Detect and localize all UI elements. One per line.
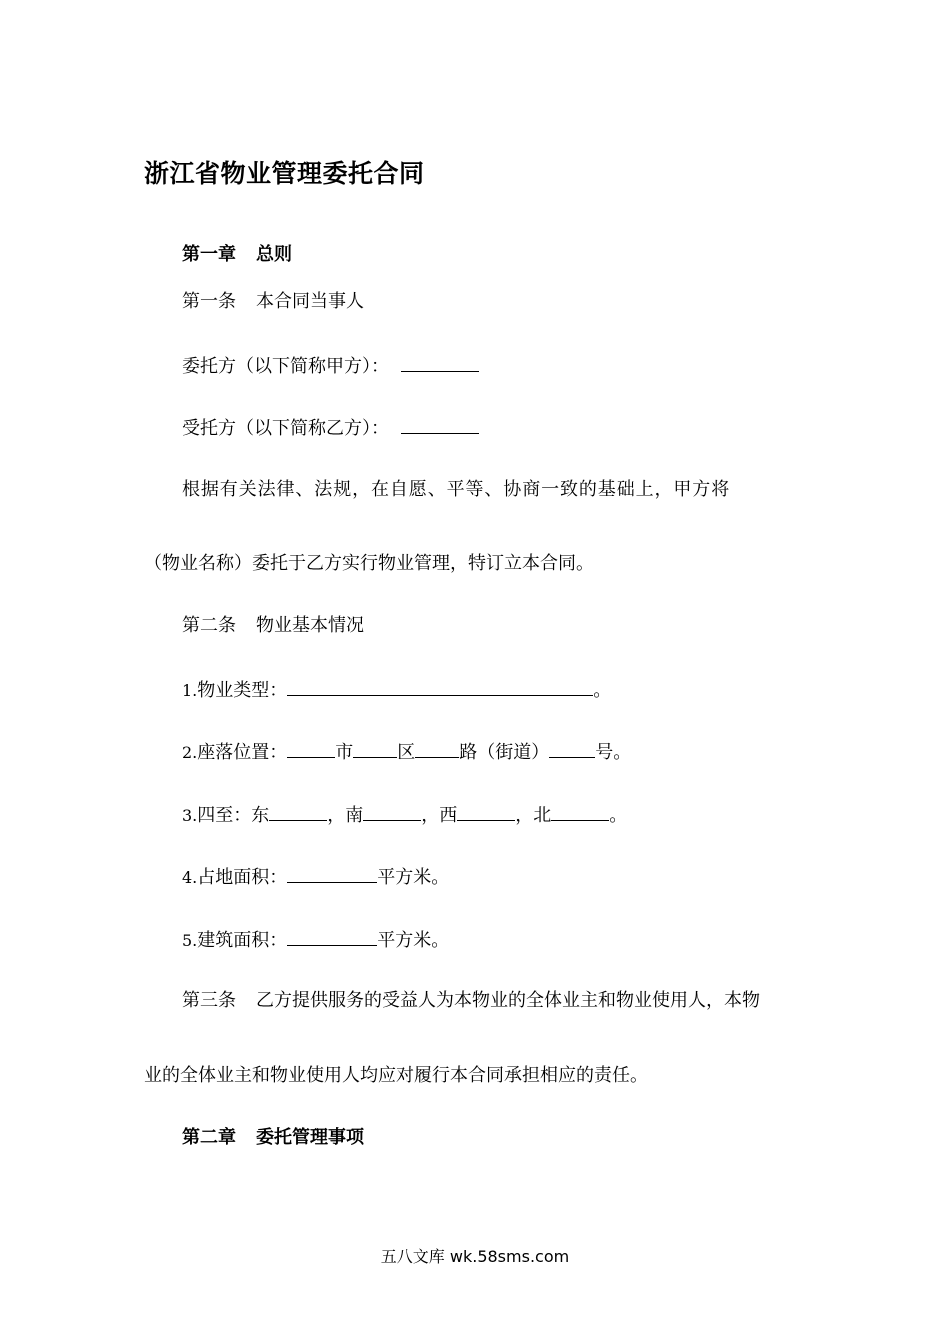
item-5-number: 5.: [182, 931, 198, 950]
article-1: [182, 290, 364, 314]
item-3-number: 3.: [182, 806, 198, 825]
building-area-blank[interactable]: [287, 927, 377, 946]
item-4-number: 4.: [182, 868, 198, 887]
item-2-label: 座落位置：: [197, 742, 288, 763]
road-blank[interactable]: [415, 739, 459, 758]
chapter-2-heading: [182, 1126, 364, 1150]
north-blank[interactable]: [551, 802, 609, 821]
item-location: [182, 739, 631, 765]
item-2-number: 2.: [182, 743, 198, 762]
paragraph-1-line-2: （物业名称）委托于乙方实行物业管理，特订立本合同。: [144, 553, 594, 574]
east-blank[interactable]: [269, 802, 327, 821]
chapter-2-name: 委托管理事项: [256, 1127, 364, 1148]
district-blank[interactable]: [353, 739, 397, 758]
article-1-number: 第一条: [182, 291, 236, 312]
item-2-road: 路（街道）: [459, 742, 550, 763]
city-blank[interactable]: [287, 739, 335, 758]
article-2-number: 第二条: [182, 615, 236, 636]
item-4-unit: 平方米。: [377, 867, 450, 888]
item-2-district: 区: [397, 742, 416, 763]
item-building-area: [182, 927, 449, 953]
chapter-1-number: 第一章: [182, 244, 236, 265]
article-3-text-1: 乙方提供服务的受益人为本物业的全体业主和物业使用人，本物: [256, 990, 760, 1011]
item-3-south: ，南: [327, 805, 364, 826]
west-blank[interactable]: [457, 802, 515, 821]
item-3-end: 。: [609, 805, 628, 826]
land-area-blank[interactable]: [287, 864, 377, 883]
chapter-1-heading: [182, 243, 292, 267]
number-blank[interactable]: [549, 739, 595, 758]
party-a-label: 委托方（以下简称甲方）：: [182, 356, 389, 377]
party-b-blank[interactable]: [401, 415, 479, 434]
party-b-label: 受托方（以下简称乙方）：: [182, 418, 389, 439]
item-4-label: 占地面积：: [197, 867, 288, 888]
article-2-text: 物业基本情况: [256, 615, 364, 636]
article-1-text: 本合同当事人: [256, 291, 364, 312]
item-boundaries: [182, 802, 627, 828]
item-land-area: [182, 864, 449, 890]
chapter-1-name: 总则: [256, 244, 292, 265]
article-3-line-1: [182, 989, 760, 1013]
item-5-unit: 平方米。: [377, 930, 450, 951]
document-title: 浙江省物业管理委托合同: [144, 159, 425, 188]
article-2: [182, 614, 364, 638]
south-blank[interactable]: [363, 802, 421, 821]
item-1-number: 1.: [182, 681, 198, 700]
item-property-type: [182, 677, 611, 703]
item-3-north: ，北: [515, 805, 552, 826]
paragraph-1-line-1: 根据有关法律、法规，在自愿、平等、协商一致的基础上，甲方将: [182, 479, 731, 500]
party-b-line: [182, 415, 479, 441]
item-5-label: 建筑面积：: [197, 930, 288, 951]
chapter-2-number: 第二章: [182, 1127, 236, 1148]
property-type-blank[interactable]: [287, 677, 593, 696]
footer-watermark: 五八文库 wk.58sms.com: [380, 1247, 570, 1266]
item-3-label: 四至：东: [197, 805, 270, 826]
party-a-line: [182, 353, 479, 379]
party-a-blank[interactable]: [401, 353, 479, 372]
item-2-city: 市: [335, 742, 354, 763]
article-3-line-2: 业的全体业主和物业使用人均应对履行本合同承担相应的责任。: [144, 1065, 648, 1086]
item-1-label: 物业类型：: [197, 680, 288, 701]
article-3-number: 第三条: [182, 990, 236, 1011]
item-2-no: 号。: [595, 742, 632, 763]
item-1-end: 。: [593, 680, 612, 701]
item-3-west: ，西: [421, 805, 458, 826]
